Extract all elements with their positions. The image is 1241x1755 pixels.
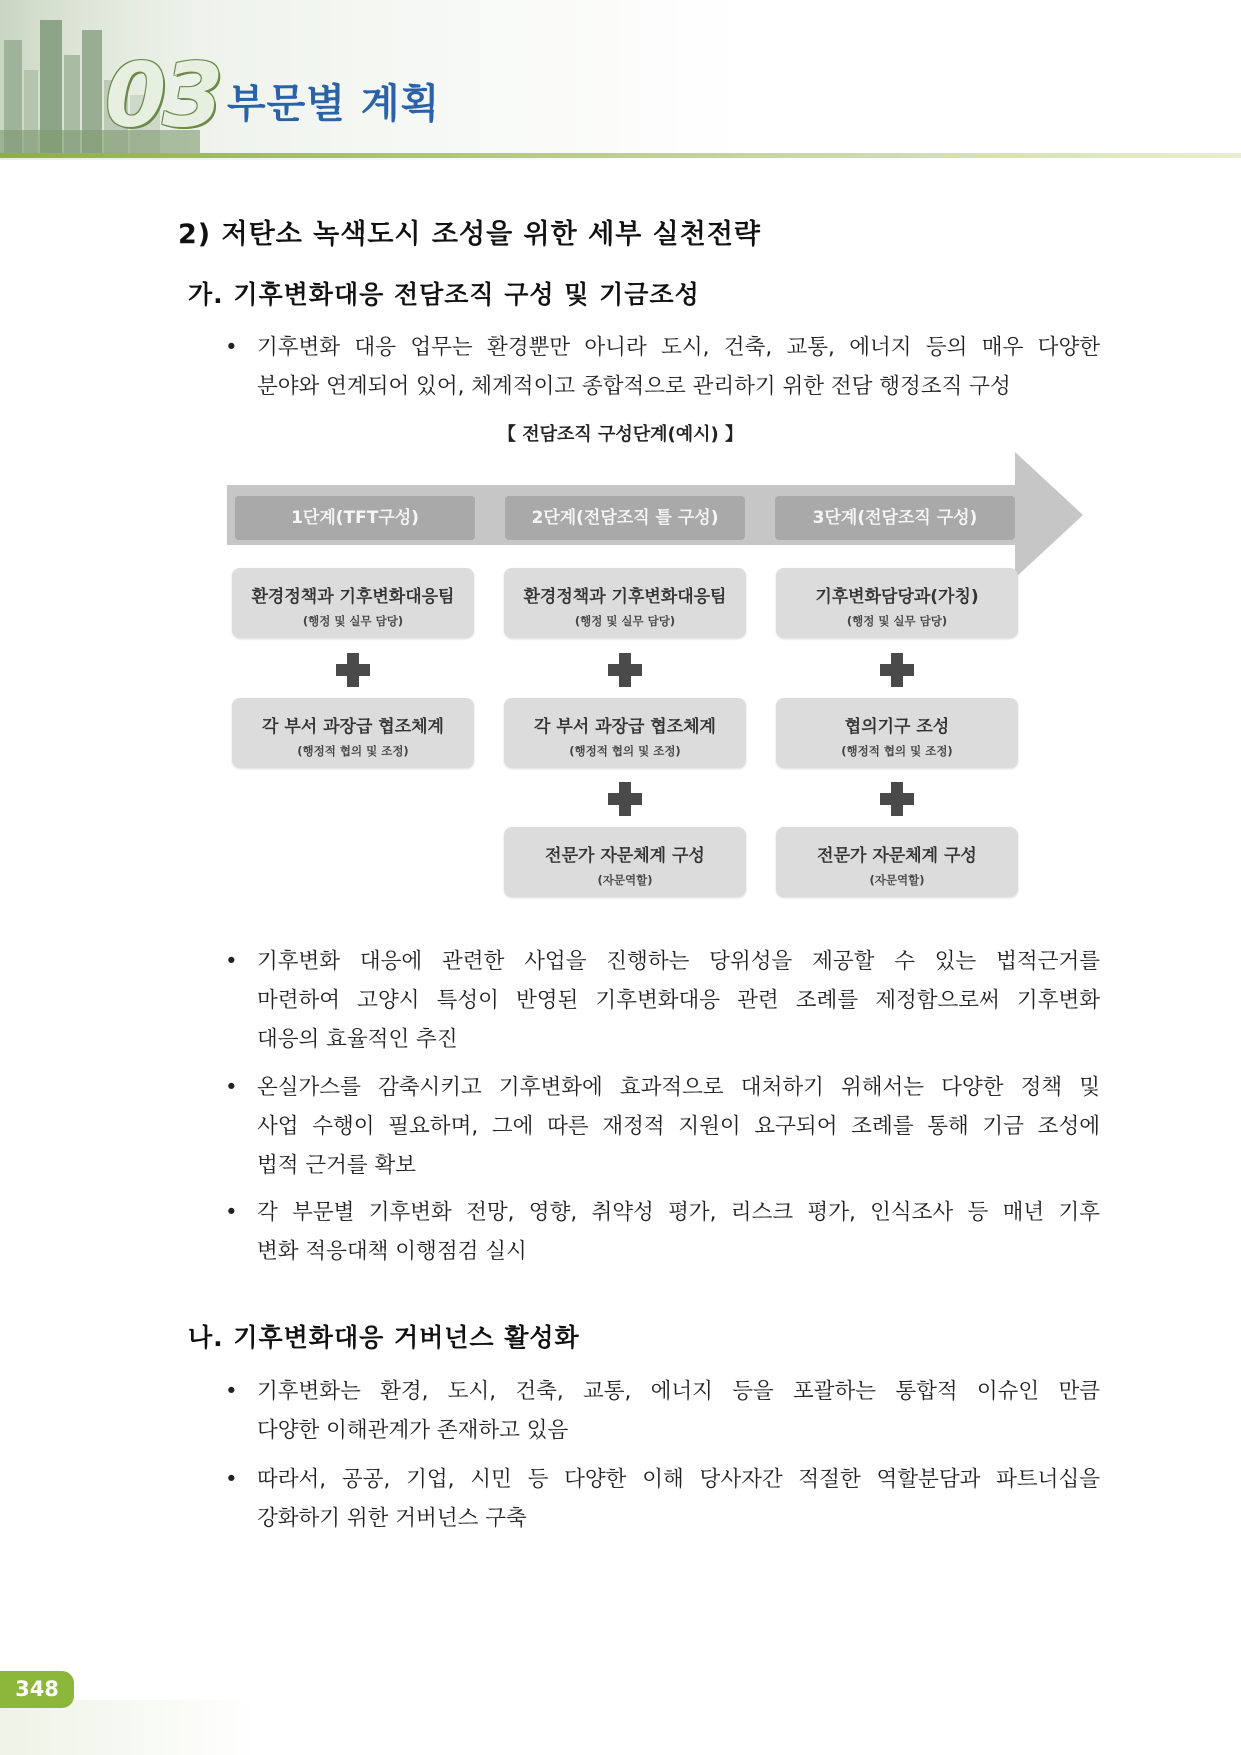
stage-label-1: 1단계(TFT구성)	[235, 496, 475, 540]
plus-icon	[880, 653, 914, 687]
box-title: 기후변화담당과(가칭)	[815, 587, 979, 607]
bullet-dot: •	[225, 335, 238, 360]
bullet-a4-line-1: 각 부문별 기후변화 전망, 영향, 취약성 평가, 리스크 평가, 인식조사 등 매년 기후	[257, 1200, 1100, 1225]
bullet-a1-line-1: 기후변화 대응 업무는 환경뿐만 아니라 도시, 건축, 교통, 에너지 등의 매우 다양한	[257, 335, 1100, 360]
bullet-a2	[225, 942, 1100, 1059]
subsection-a-title: 가. 기후변화대응 전담조직 구성 및 기금조성	[188, 280, 700, 309]
box-stage1-team	[232, 568, 474, 638]
bullet-a3-line-1: 온실가스를 감축시키고 기후변화에 효과적으로 대처하기 위해서는 다양한 정책 및	[257, 1075, 1100, 1100]
bullet-b2	[225, 1460, 1100, 1538]
header-divider	[0, 153, 1241, 158]
footer-decoration	[0, 1700, 260, 1755]
bullet-a1	[225, 328, 1100, 406]
bullet-a4	[225, 1193, 1100, 1271]
bullet-b2-line-2: 강화하기 위한 거버넌스 구축	[257, 1506, 527, 1531]
box-stage3-department	[776, 568, 1018, 638]
box-title: 전문가 자문체계 구성	[545, 846, 705, 866]
plus-icon	[608, 653, 642, 687]
org-stage-diagram	[225, 450, 1085, 910]
chapter-title: 부문별 계획	[227, 81, 441, 127]
stage-label-2: 2단계(전담조직 틀 구성)	[505, 496, 745, 540]
bullet-dot: •	[225, 1200, 238, 1225]
plus-icon	[608, 782, 642, 816]
box-title: 전문가 자문체계 구성	[817, 846, 977, 866]
bullet-b1-line-1: 기후변화는 환경, 도시, 건축, 교통, 에너지 등을 포괄하는 통합적 이슈인 만큼	[257, 1379, 1100, 1404]
box-title: 환경정책과 기후변화대응팀	[251, 587, 455, 607]
box-subtitle: (행정 및 실무 담당)	[302, 614, 404, 628]
bullet-a1-line-2: 분야와 연계되어 있어, 체계적이고 종합적으로 관리하기 위한 전담 행정조직 구성	[257, 374, 1011, 399]
bullet-b2-line-1: 따라서, 공공, 기업, 시민 등 다양한 이해 당사자간 적절한 역할분담과 파트너십을	[257, 1467, 1100, 1492]
bullet-a3	[225, 1068, 1100, 1185]
plus-icon	[880, 782, 914, 816]
bullet-dot: •	[225, 1379, 238, 1404]
bullet-a4-line-2: 변화 적응대책 이행점검 실시	[257, 1239, 527, 1264]
box-subtitle: (자문역할)	[869, 873, 925, 887]
bullet-a2-line-1: 기후변화 대응에 관련한 사업을 진행하는 당위성을 제공할 수 있는 법적근거를	[257, 949, 1100, 974]
section-title: 2) 저탄소 녹색도시 조성을 위한 세부 실천전략	[178, 219, 762, 250]
box-subtitle: (행정 및 실무 담당)	[574, 614, 676, 628]
box-stage3-advisory	[776, 827, 1018, 897]
box-title: 각 부서 과장급 협조체계	[262, 717, 444, 737]
bullet-a2-line-2: 마련하여 고양시 특성이 반영된 기후변화대응 관련 조례를 제정함으로써 기후변화	[257, 988, 1100, 1013]
plus-icon	[336, 653, 370, 687]
bullet-b1-line-2: 다양한 이해관계가 존재하고 있음	[257, 1418, 569, 1443]
bullet-dot: •	[225, 949, 238, 974]
box-stage1-cooperation	[232, 698, 474, 768]
bullet-a3-line-3: 법적 근거를 확보	[257, 1153, 417, 1178]
subsection-b-title: 나. 기후변화대응 거버넌스 활성화	[188, 1323, 580, 1352]
box-title: 협의기구 조성	[844, 717, 950, 737]
box-stage2-team	[504, 568, 746, 638]
box-subtitle: (행정 및 실무 담당)	[846, 614, 948, 628]
box-title: 환경정책과 기후변화대응팀	[523, 587, 727, 607]
box-subtitle: (행정적 협의 및 조정)	[841, 744, 953, 758]
box-subtitle: (자문역할)	[597, 873, 653, 887]
box-stage2-cooperation	[504, 698, 746, 768]
chapter-header	[0, 0, 1241, 160]
bullet-b1	[225, 1372, 1100, 1450]
figure-caption: 【 전담조직 구성단계(예시) 】	[497, 424, 744, 445]
box-title: 각 부서 과장급 협조체계	[534, 717, 716, 737]
bullet-a2-line-3: 대응의 효율적인 추진	[257, 1027, 458, 1052]
bullet-dot: •	[225, 1075, 238, 1100]
stage-label-3: 3단계(전담조직 구성)	[775, 496, 1015, 540]
bullet-dot: •	[225, 1467, 238, 1492]
chapter-number: 03	[105, 44, 220, 147]
page-number: 348	[0, 1671, 74, 1708]
box-subtitle: (행정적 협의 및 조정)	[569, 744, 681, 758]
box-stage3-council	[776, 698, 1018, 768]
bullet-a3-line-2: 사업 수행이 필요하며, 그에 따른 재정적 지원이 요구되어 조례를 통해 기금 조성에	[257, 1114, 1100, 1139]
box-stage2-advisory	[504, 827, 746, 897]
box-subtitle: (행정적 협의 및 조정)	[297, 744, 409, 758]
